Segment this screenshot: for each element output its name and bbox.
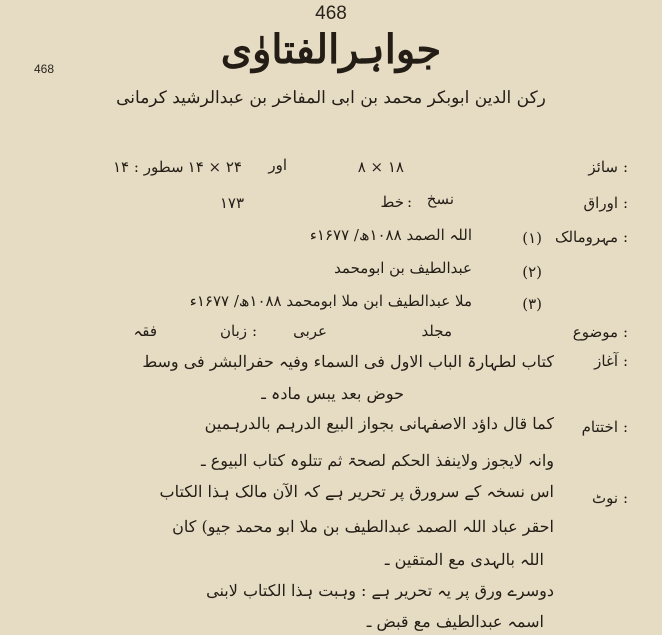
seals-colon: : xyxy=(622,228,628,246)
folios-colon: : xyxy=(622,194,628,212)
size-value: ۲۴ × ۱۴ xyxy=(187,158,242,176)
folios-label: اوراق xyxy=(583,194,618,212)
script-value: نسخ xyxy=(426,190,454,208)
note-line-1: اس نسخہ کے سرورق پر تحریر ہے کہ الآن مالک ہذا الکتاب xyxy=(159,482,554,501)
note-line-2: احقر عباد اللہ الصمد عبدالطیف بن ملا ابو محمد جیو) کان xyxy=(172,517,554,536)
folios-value: ۱۷۳ xyxy=(219,194,244,212)
incipit-colon: : xyxy=(622,352,628,370)
lines-count: سطور : ۱۴ xyxy=(113,158,184,176)
binding-value: مجلد xyxy=(421,322,452,340)
size-and: اور xyxy=(268,156,287,174)
book-title: جواہرالفتاوٰی xyxy=(220,26,442,73)
size-value-2: ۱۸ × ۸ xyxy=(357,158,404,176)
size-colon: : xyxy=(622,158,628,176)
language-label: زبان xyxy=(219,322,247,340)
colophon-label: اختتام xyxy=(581,418,618,436)
subject-label: موضوع xyxy=(572,323,618,341)
size-label: سائز xyxy=(588,158,618,176)
language-value: عربی xyxy=(293,322,327,340)
subject-colon: : xyxy=(622,323,628,341)
seal-entry-3-text: ملا عبدالطیف ابن ملا ابومحمد ۱۰۸۸ھ/ ۱۶۷۷ء xyxy=(189,292,472,310)
incipit-line-1: کتاب لطہارۃ الباب الاول فی السماء وفیہ حفرالبشر فی وسط xyxy=(142,352,554,371)
page-number-left: 468 xyxy=(34,62,55,76)
seals-label: مہرومالک xyxy=(555,228,618,246)
note-colon: : xyxy=(622,489,628,507)
note-label: نوٹ xyxy=(591,489,618,507)
seal-entry-2-num: (۲) xyxy=(522,263,542,281)
seal-entry-1-text: اللہ الصمد ۱۰۸۸ھ/ ۱۶۷۷ء xyxy=(309,226,472,244)
colophon-line-2: وانہ لایجوز ولاینفذ الحکم لصحۃ ثم تتلوہ کتاب البیوع ـ xyxy=(200,451,554,470)
incipit-label: آغاز xyxy=(594,352,618,370)
seal-entry-3-num: (۳) xyxy=(522,295,542,313)
script-label: خط xyxy=(380,193,404,211)
page-number-top: 468 xyxy=(315,3,347,24)
note-line-3: اللہ بالہدی مع المتقین ـ xyxy=(384,550,544,569)
script-colon: : xyxy=(406,193,412,211)
incipit-line-2: حوض بعد یبس مادہ ـ xyxy=(261,384,404,403)
colophon-colon: : xyxy=(622,418,628,436)
language-colon: : xyxy=(251,322,257,340)
note-line-4: دوسرے ورق پر یہ تحریر ہے : وہبت ہذا الکتاب لابنی xyxy=(206,581,554,600)
subject-value: فقہ xyxy=(133,322,157,340)
colophon-line-1: کما قال داؤد الاصفہانی بجواز البیع الدرہم بالدرہمین xyxy=(204,414,554,433)
seal-entry-2-text: عبدالطیف بن ابومحمد xyxy=(334,259,472,277)
author-line: رکن الدین ابوبکر محمد بن ابی المفاخر بن عبدالرشید کرمانی xyxy=(116,88,546,108)
note-line-5: اسمہ عبدالطیف مع قبض ـ xyxy=(366,612,544,631)
seal-entry-1-num: (۱) xyxy=(522,229,542,247)
